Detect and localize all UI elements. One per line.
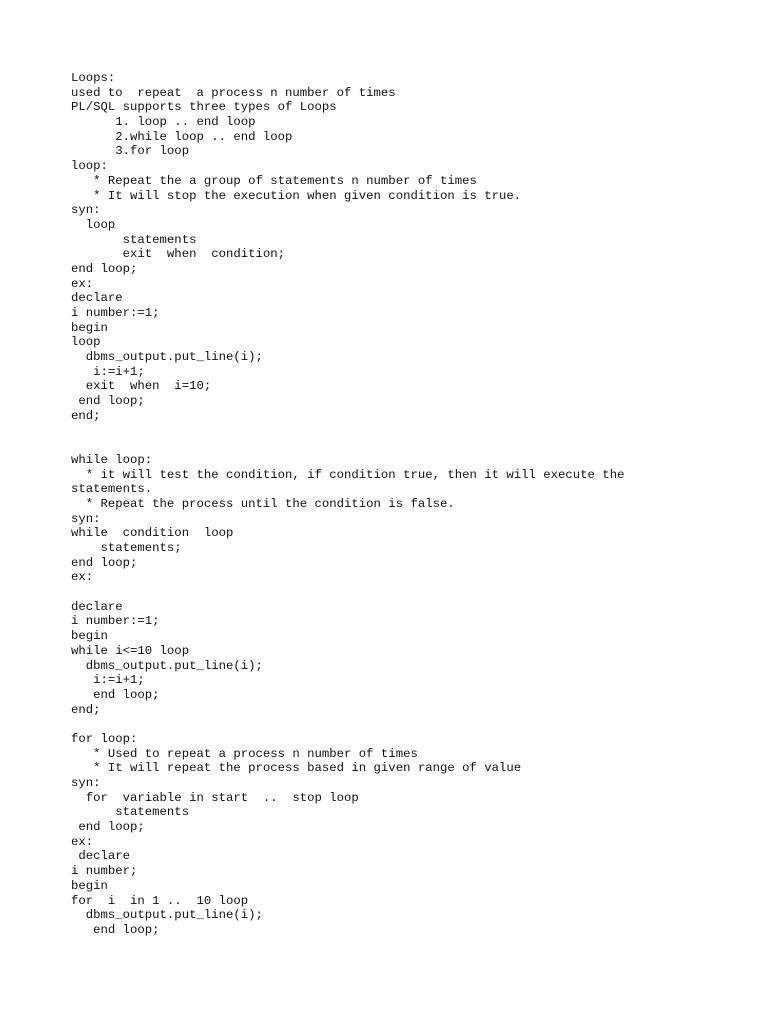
document-line: i:=i+1; [71,364,145,379]
document-line: i number; [71,864,138,879]
document-line: ex: [71,276,94,291]
document-line: PL/SQL supports three types of Loops [71,100,337,115]
document-line: end; [71,408,101,423]
document-line [71,717,751,732]
document-line: for i in 1 .. 10 loop [71,893,249,908]
document-line: exit when condition; [71,247,286,262]
document-line: for variable in start .. stop loop [71,790,359,805]
document-line: * Repeat the a group of statements n number of times [71,173,477,188]
document-line: loop: [71,159,108,174]
document-line: * Repeat the process until the condition is false. [71,496,455,511]
document-line: syn: [71,776,101,790]
document-line: declare [71,849,131,864]
document-line: begin [71,629,108,644]
document-line: Loops: [71,71,116,85]
document-line: used to repeat a process n number of times [71,85,396,100]
document-line: end; [71,702,101,717]
document-line: ex: [71,834,94,849]
document-line: begin [71,320,108,335]
document-line: loop [71,217,116,232]
document-line: statements [71,805,190,820]
document-line: * Used to repeat a process n number of times [71,746,418,761]
document-line: * It will stop the execution when given condition is true. [71,188,522,203]
document-line: dbms_output.put_line(i); [71,350,263,365]
document-line: syn: [71,203,101,218]
document-line: declare [71,291,123,306]
document-line: end loop; [71,687,160,702]
document-line: ex: [71,570,94,585]
document-line: i number:=1; [71,306,160,320]
document-line: for loop: [71,731,138,746]
document-line: statements [71,232,197,247]
document-line: exit when i=10; [71,379,212,394]
document-page [71,71,751,938]
document-line: loop [71,335,101,350]
document-line: dbms_output.put_line(i); [71,658,263,673]
document-line: statements; [71,541,182,555]
document-line: end loop; [71,555,138,570]
document-line: while loop: [71,452,153,467]
document-line: end loop; [71,261,138,276]
document-line [71,424,751,439]
document-line: begin [71,878,108,893]
document-line: 2.while loop .. end loop [71,129,293,144]
document-line: i number:=1; [71,614,160,629]
document-line: dbms_output.put_line(i); [71,908,263,923]
document-line: statements. [71,482,153,497]
document-line: while condition loop [71,526,234,541]
document-line: syn: [71,511,101,526]
document-line [71,438,751,453]
document-line: 3.for loop [71,144,190,159]
document-line: * It will repeat the process based in given range of value [71,761,522,776]
document-line: 1. loop .. end loop [71,115,256,130]
document-line [71,585,751,600]
document-line: end loop; [71,820,145,835]
document-line: end loop; [71,922,160,937]
document-line: while i<=10 loop [71,643,190,658]
document-line: end loop; [71,394,145,409]
document-line: declare [71,599,123,614]
document-line: * it will test the condition, if condition true, then it will execute the [71,467,625,482]
document-line: i:=i+1; [71,673,145,688]
